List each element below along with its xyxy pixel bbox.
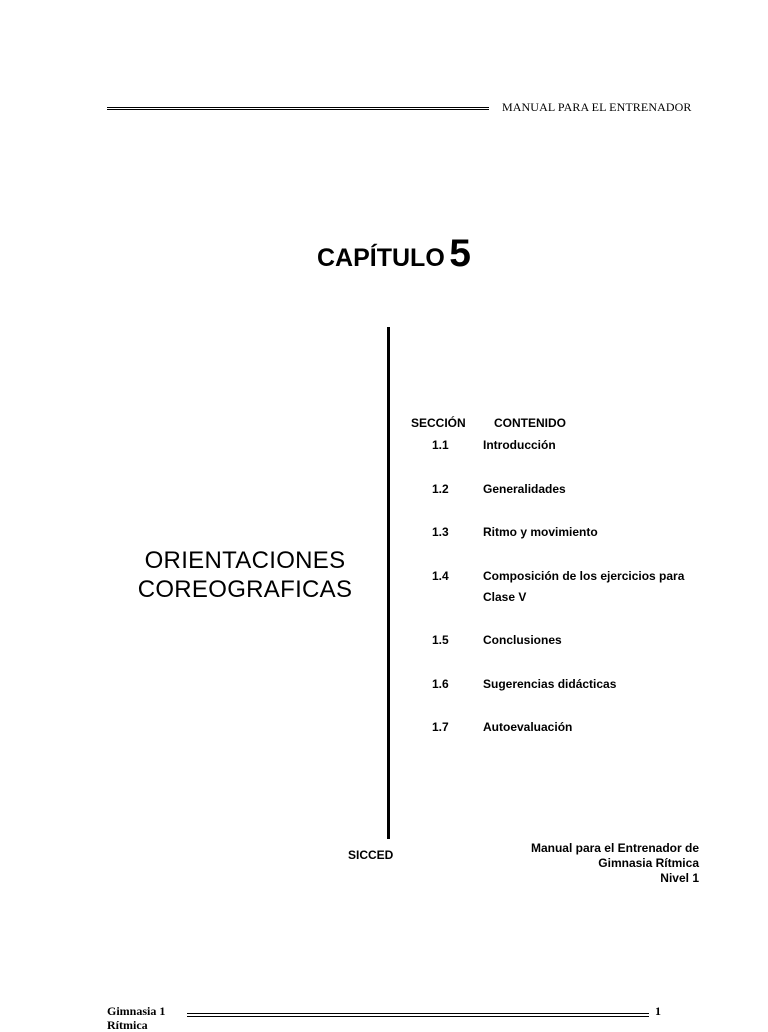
toc-item-label: Introducción — [483, 438, 556, 452]
footer-label-line1: Gimnasia 1 — [107, 1004, 166, 1018]
toc-item-number: 1.7 — [432, 720, 449, 734]
toc-item-label: Ritmo y movimiento — [483, 525, 598, 539]
chapter-word: CAPÍTULO — [317, 244, 445, 272]
toc-item-label: Conclusiones — [483, 633, 562, 647]
toc-item-number: 1.2 — [432, 482, 449, 496]
toc-item-label: Generalidades — [483, 482, 566, 496]
section-title — [120, 546, 370, 604]
header-rule — [107, 107, 489, 110]
toc-item-number: 1.1 — [432, 438, 449, 452]
footer-label — [107, 1004, 165, 1032]
section-title-line1: ORIENTACIONES — [144, 547, 346, 574]
manual-info-line1: Manual para el Entrenador de — [530, 841, 699, 855]
publisher-label: SICCED — [348, 848, 394, 862]
toc-item-label: Composición de los ejercicios para — [483, 569, 685, 583]
toc-item-number: 1.3 — [432, 525, 449, 539]
chapter-number: 5 — [449, 232, 471, 275]
toc-header-section: SECCIÓN — [411, 416, 466, 430]
vertical-divider — [387, 327, 390, 839]
section-title-line2: COREOGRAFICAS — [137, 576, 353, 603]
toc-item-number: 1.5 — [432, 633, 449, 647]
toc-item-number: 1.4 — [432, 569, 449, 583]
page-number: 1 — [655, 1004, 661, 1018]
footer-rule — [187, 1013, 649, 1017]
manual-info-line3: Nivel 1 — [660, 871, 699, 885]
manual-info — [531, 841, 699, 886]
toc-item-label: Autoevaluación — [483, 720, 573, 734]
toc-item-label-continued: Clase V — [483, 590, 527, 604]
header-title: MANUAL PARA EL ENTRENADOR — [502, 100, 692, 114]
manual-info-line2: Gimnasia Rítmica — [598, 856, 699, 870]
toc-item-label: Sugerencias didácticas — [483, 677, 617, 691]
footer-label-line2: Rítmica — [107, 1018, 148, 1032]
chapter-heading — [317, 232, 471, 276]
toc-item-number: 1.6 — [432, 677, 449, 691]
toc-header-content: CONTENIDO — [494, 416, 566, 430]
